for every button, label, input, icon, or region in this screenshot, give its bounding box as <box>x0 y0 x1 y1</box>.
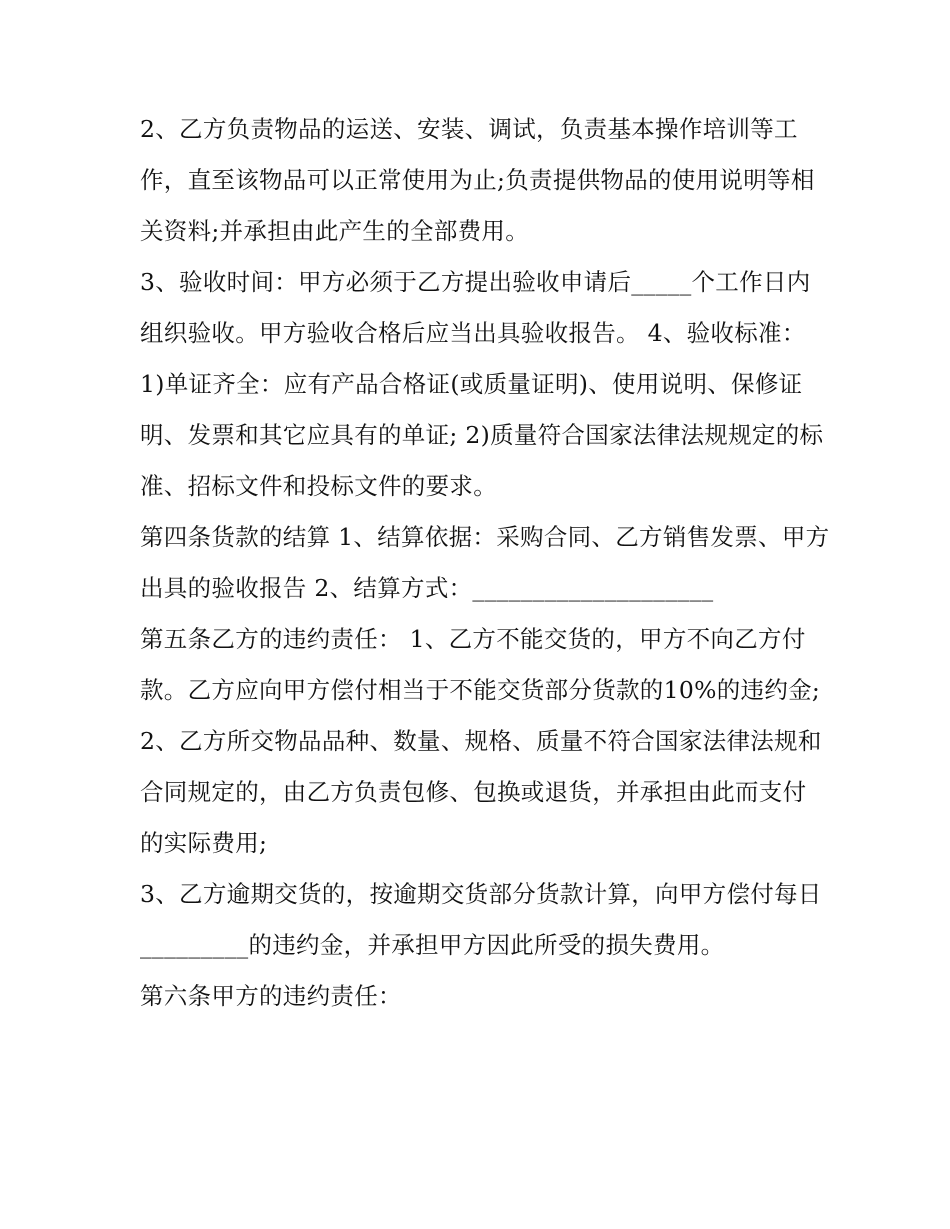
paragraph-late-delivery: 3、乙方逾期交货的，按逾期交货部分货款计算，向甲方偿付每日_________的违约金，并承担甲方因此所受的损失费用。 <box>140 880 822 959</box>
paragraph-delivery-installation: 2、乙方负责物品的运送、安装、调试，负责基本操作培训等工作，直至该物品可以正常使用为止;负责提供物品的使用说明等相关资料;并承担由此产生的全部费用。 <box>140 115 815 245</box>
paragraph-article-five-breach: 第五条乙方的违约责任： 1、乙方不能交货的，甲方不向乙方付款。乙方应向甲方偿付相当于不能交货部分货款的10%的违约金; <box>140 625 821 704</box>
document-page <box>140 104 830 1022</box>
paragraph-article-four-settlement: 第四条货款的结算 1、结算依据：采购合同、乙方销售发票、甲方出具的验收报告 2、结算方式：____________________ <box>140 523 830 602</box>
paragraph-article-six-heading: 第六条甲方的违约责任： <box>140 982 402 1010</box>
paragraph-nonconforming-goods: 2、乙方所交物品品种、数量、规格、质量不符合国家法律法规和合同规定的，由乙方负责包修、包换或退货，并承担由此而支付的实际费用; <box>140 727 822 857</box>
paragraph-documents-complete: 1)单证齐全：应有产品合格证(或质量证明)、使用说明、保修证明、发票和其它应具有的单证; 2)质量符合国家法律法规规定的标准、招标文件和投标文件的要求。 <box>140 370 824 500</box>
paragraph-acceptance-time: 3、验收时间：甲方必须于乙方提出验收申请后_____个工作日内组织验收。甲方验收合格后应当出具验收报告。 4、验收标准： <box>140 268 811 347</box>
